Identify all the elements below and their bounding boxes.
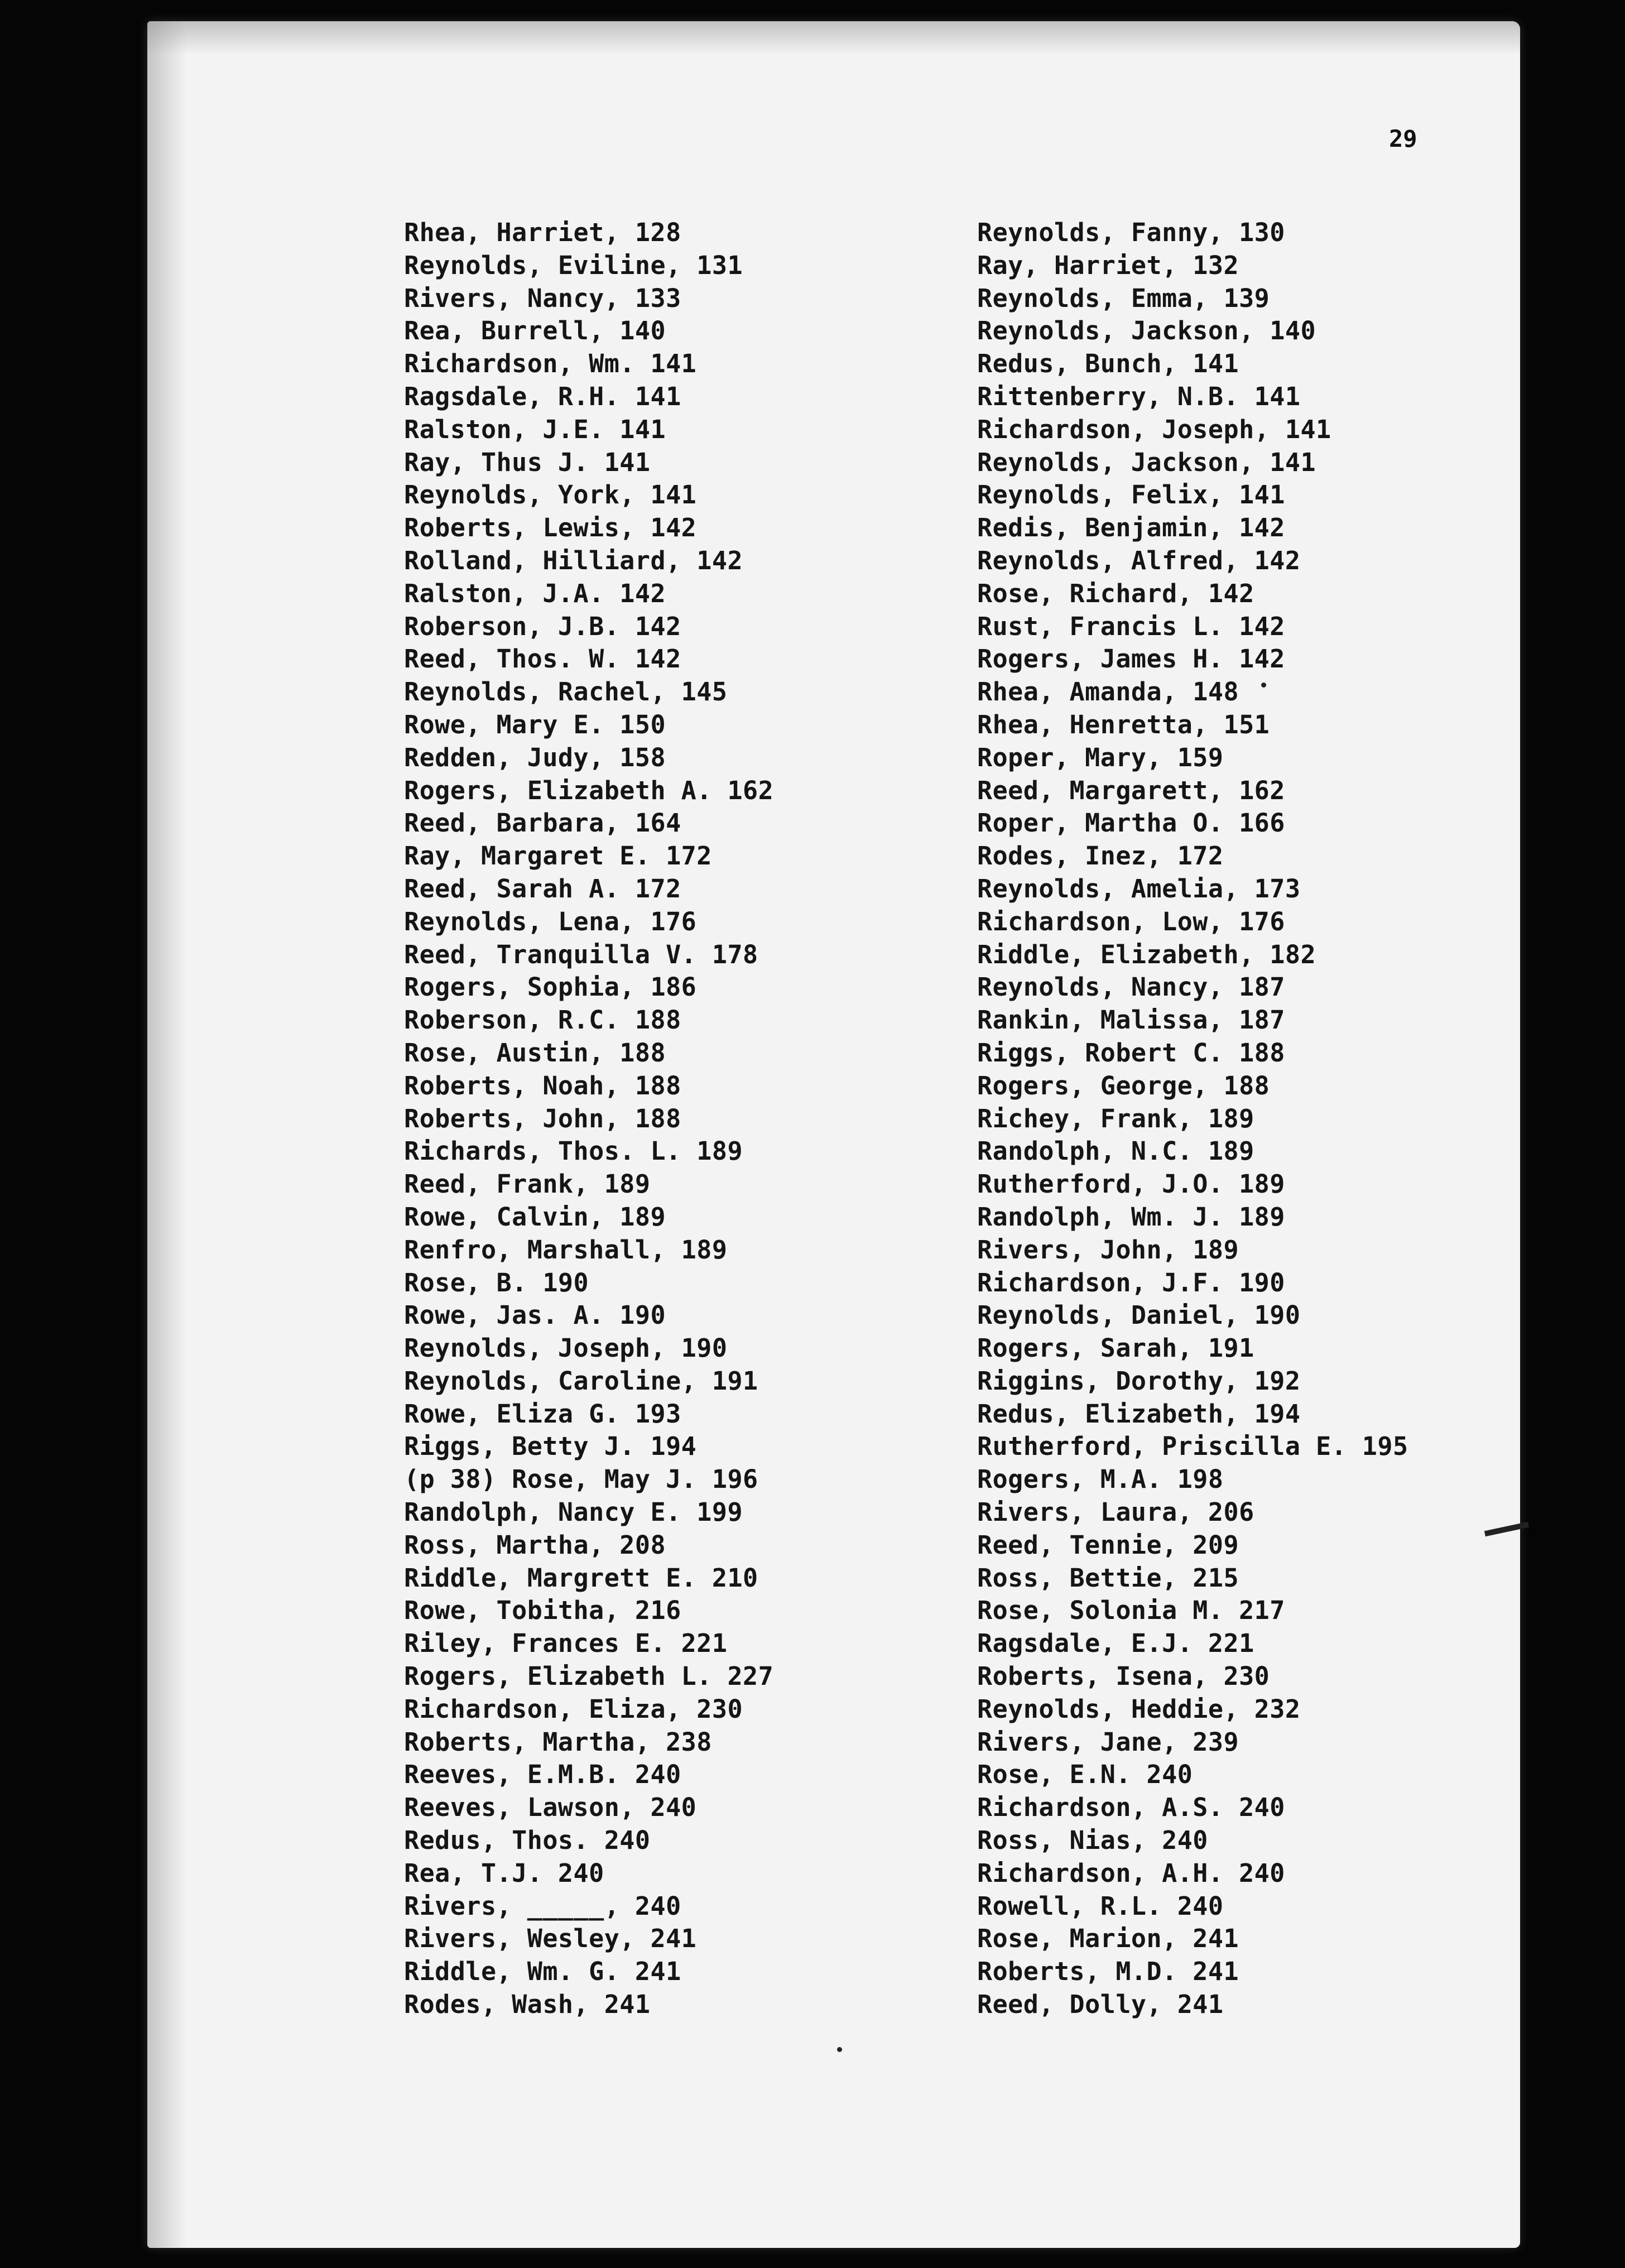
index-entry: Reynolds, Joseph, 190 [404, 1333, 728, 1363]
index-entry: Roberts, John, 188 [404, 1103, 681, 1133]
index-entry: Reynolds, Lena, 176 [404, 906, 697, 936]
index-entry: Riggins, Dorothy, 192 [977, 1366, 1301, 1396]
index-entry: Riggs, Robert C. 188 [977, 1037, 1285, 1068]
index-entry: Rogers, James H. 142 [977, 644, 1285, 674]
index-entry: Rodes, Wash, 241 [404, 1990, 651, 2020]
index-entry: Riddle, Elizabeth, 182 [977, 939, 1316, 969]
index-entry: Rowe, Calvin, 189 [404, 1202, 666, 1232]
index-entry: Reynolds, Emma, 139 [977, 283, 1270, 313]
index-entry: Randolph, Wm. J. 189 [977, 1202, 1285, 1232]
index-entry: Rogers, Elizabeth A. 162 [404, 775, 774, 805]
index-entry: Rogers, Sophia, 186 [404, 972, 697, 1002]
index-entry: Randolph, N.C. 189 [977, 1136, 1254, 1166]
index-entry: Richardson, J.F. 190 [977, 1267, 1285, 1298]
index-entry: Rivers, Laura, 206 [977, 1497, 1254, 1527]
index-entry: Redus, Bunch, 141 [977, 349, 1239, 379]
index-entry: Redden, Judy, 158 [404, 742, 666, 772]
index-entry: Reynolds, Nancy, 187 [977, 972, 1285, 1002]
index-entry: Roper, Mary, 159 [977, 742, 1224, 772]
index-entry: Roberts, M.D. 241 [977, 1957, 1239, 1987]
index-entry: Redis, Benjamin, 142 [977, 513, 1285, 543]
index-entry: Rhea, Harriet, 128 [404, 218, 681, 247]
index-entry: Richardson, Low, 176 [977, 906, 1285, 936]
index-entry: Rose, E.N. 240 [977, 1760, 1193, 1790]
right-name-column [977, 217, 1408, 2021]
index-entry: Richardson, A.S. 240 [977, 1793, 1285, 1823]
index-entry: Roberts, Isena, 230 [977, 1661, 1270, 1692]
index-entry: Rose, Richard, 142 [977, 578, 1254, 608]
index-entry: Reynolds, Fanny, 130 [977, 218, 1285, 247]
index-entry: Rose, Austin, 188 [404, 1037, 666, 1068]
index-entry: Rust, Francis L. 142 [977, 611, 1285, 641]
index-entry: (p 38) Rose, May J. 196 [404, 1464, 758, 1495]
index-entry: Rogers, Sarah, 191 [977, 1333, 1254, 1363]
index-entry: Rea, T.J. 240 [404, 1858, 604, 1888]
index-entry: Rowe, Jas. A. 190 [404, 1300, 666, 1330]
index-entry: Rivers, Jane, 239 [977, 1727, 1239, 1757]
index-entry: Rowe, Eliza G. 193 [404, 1399, 681, 1429]
index-entry: Rittenberry, N.B. 141 [977, 381, 1301, 411]
index-entry: Rivers, Wesley, 241 [404, 1924, 697, 1954]
index-entry: Roberson, J.B. 142 [404, 611, 681, 641]
index-entry: Reed, Sarah A. 172 [404, 873, 681, 904]
index-entry: Ralston, J.A. 142 [404, 578, 666, 608]
ink-speck [1261, 683, 1266, 688]
index-entry: Rhea, Amanda, 148 [977, 677, 1239, 707]
index-entry: Ray, Harriet, 132 [977, 250, 1239, 280]
index-entry: Ross, Nias, 240 [977, 1825, 1208, 1856]
index-entry: Renfro, Marshall, 189 [404, 1234, 728, 1265]
index-entry: Randolph, Nancy E. 199 [404, 1497, 743, 1527]
index-entry: Riddle, Margrett E. 210 [404, 1563, 758, 1593]
index-entry: Richards, Thos. L. 189 [404, 1136, 743, 1166]
index-entry: Ross, Bettie, 215 [977, 1563, 1239, 1593]
index-entry: Rowe, Tobitha, 216 [404, 1596, 681, 1626]
index-entry: Roper, Martha O. 166 [977, 808, 1285, 838]
index-entry: Reynolds, Alfred, 142 [977, 545, 1301, 575]
index-entry: Reynolds, Eviline, 131 [404, 250, 743, 280]
index-entry: Reynolds, Rachel, 145 [404, 677, 728, 707]
index-entry: Reynolds, Heddie, 232 [977, 1694, 1301, 1724]
index-entry: Rivers, John, 189 [977, 1234, 1239, 1265]
index-entry: Reynolds, Caroline, 191 [404, 1366, 758, 1396]
index-entry: Rowe, Mary E. 150 [404, 709, 666, 739]
document-page [147, 21, 1520, 2248]
index-entry: Rogers, George, 188 [977, 1070, 1270, 1101]
ink-speck [837, 2047, 842, 2052]
index-entry: Reed, Tennie, 209 [977, 1530, 1239, 1560]
index-entry: Rutherford, J.O. 189 [977, 1169, 1285, 1199]
index-entry: Redus, Thos. 240 [404, 1825, 651, 1856]
index-entry: Richardson, Joseph, 141 [977, 414, 1331, 444]
index-entry: Rose, Marion, 241 [977, 1924, 1239, 1954]
index-entry: Rolland, Hilliard, 142 [404, 545, 743, 575]
index-entry: Richardson, Wm. 141 [404, 349, 697, 379]
index-entry: Rivers, Nancy, 133 [404, 283, 681, 313]
index-entry: Redus, Elizabeth, 194 [977, 1399, 1301, 1429]
index-entry: Rowell, R.L. 240 [977, 1891, 1224, 1921]
index-entry: Reed, Tranquilla V. 178 [404, 939, 758, 969]
index-entry: Reynolds, Jackson, 140 [977, 316, 1316, 346]
index-entry: Rivers, _____, 240 [404, 1891, 681, 1921]
index-entry: Ross, Martha, 208 [404, 1530, 666, 1560]
index-entry: Reeves, E.M.B. 240 [404, 1760, 681, 1790]
index-entry: Rogers, Elizabeth L. 227 [404, 1661, 774, 1692]
index-entry: Reed, Thos. W. 142 [404, 644, 681, 674]
index-entry: Roberts, Martha, 238 [404, 1727, 712, 1757]
index-entry: Rodes, Inez, 172 [977, 841, 1224, 871]
index-entry: Reynolds, Daniel, 190 [977, 1300, 1301, 1330]
index-entry: Reynolds, Jackson, 141 [977, 447, 1316, 477]
index-entry: Richardson, A.H. 240 [977, 1858, 1285, 1888]
index-entry: Reed, Dolly, 241 [977, 1990, 1224, 2020]
index-entry: Reynolds, Felix, 141 [977, 480, 1285, 510]
index-entry: Rose, B. 190 [404, 1267, 589, 1298]
index-entry: Riley, Frances E. 221 [404, 1628, 728, 1659]
index-entry: Reynolds, Amelia, 173 [977, 873, 1301, 904]
index-entry: Ray, Thus J. 141 [404, 447, 651, 477]
index-entry: Riddle, Wm. G. 241 [404, 1957, 681, 1987]
index-entry: Ralston, J.E. 141 [404, 414, 666, 444]
index-entry: Reeves, Lawson, 240 [404, 1793, 697, 1823]
left-name-column [404, 217, 773, 2021]
index-entry: Riggs, Betty J. 194 [404, 1431, 697, 1462]
index-entry: Rutherford, Priscilla E. 195 [977, 1431, 1408, 1462]
index-entry: Roberts, Lewis, 142 [404, 513, 697, 543]
index-entry: Rankin, Malissa, 187 [977, 1005, 1285, 1035]
index-entry: Reed, Margarett, 162 [977, 775, 1285, 805]
index-entry: Roberson, R.C. 188 [404, 1005, 681, 1035]
index-entry: Reed, Barbara, 164 [404, 808, 681, 838]
page-number: 29 [1389, 125, 1417, 152]
index-entry: Richey, Frank, 189 [977, 1103, 1254, 1133]
index-entry: Ragsdale, E.J. 221 [977, 1628, 1254, 1659]
index-entry: Rhea, Henretta, 151 [977, 709, 1270, 739]
index-entry: Rogers, M.A. 198 [977, 1464, 1224, 1495]
index-entry: Ragsdale, R.H. 141 [404, 381, 681, 411]
index-entry: Reynolds, York, 141 [404, 480, 697, 510]
index-entry: Ray, Margaret E. 172 [404, 841, 712, 871]
index-entry: Rea, Burrell, 140 [404, 316, 666, 346]
index-entry: Rose, Solonia M. 217 [977, 1596, 1285, 1626]
index-entry: Richardson, Eliza, 230 [404, 1694, 743, 1724]
index-entry: Reed, Frank, 189 [404, 1169, 651, 1199]
index-entry: Roberts, Noah, 188 [404, 1070, 681, 1101]
